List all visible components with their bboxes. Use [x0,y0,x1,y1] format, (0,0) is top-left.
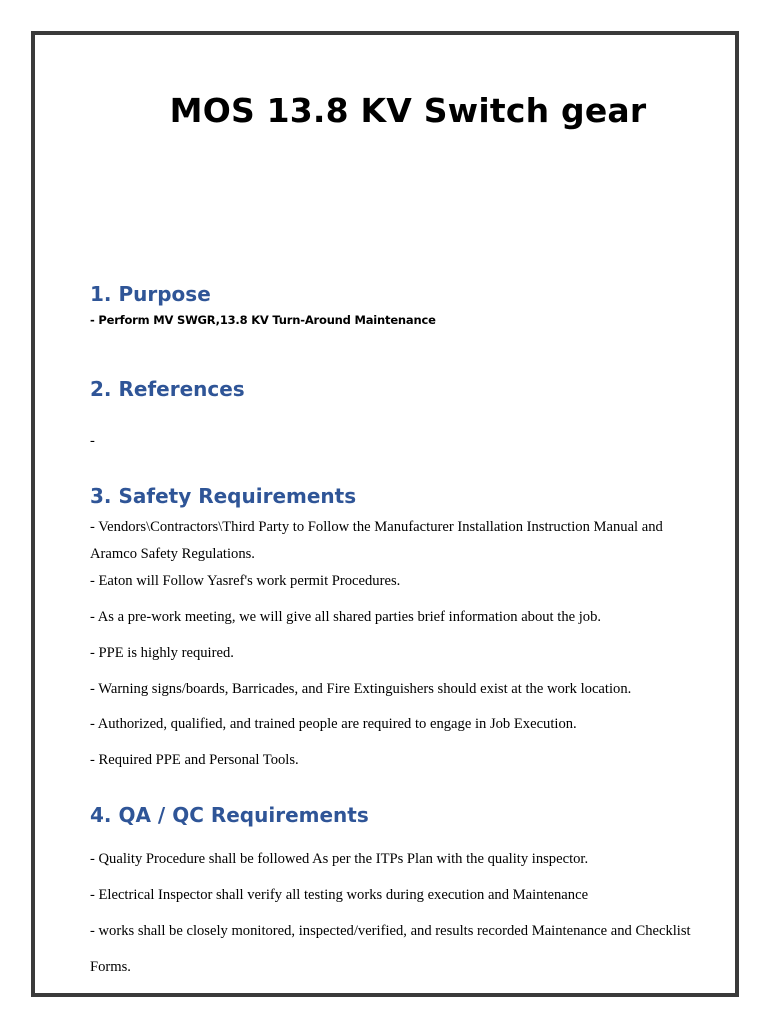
section-heading-references: 2. References [90,377,245,401]
safety-line: - Vendors\Contractors\Third Party to Follow the Manufacturer Installation Instruction Manual and [90,519,663,535]
safety-line: - Warning signs/boards, Barricades, and Fire Extinguishers should exist at the work location. [90,681,632,697]
document-title: MOS 13.8 KV Switch gear [169,91,647,130]
safety-line: - Authorized, qualified, and trained people are required to engage in Job Execution. [90,716,577,732]
section-heading-safety: 3. Safety Requirements [90,484,357,508]
document-page [31,31,739,997]
safety-line: - Eaton will Follow Yasref's work permit Procedures. [90,573,401,589]
safety-line: - As a pre-work meeting, we will give all shared parties brief information about the job. [90,609,602,625]
qa-qc-line: - works shall be closely monitored, inspected/verified, and results recorded Maintenance and Checklist [90,923,691,939]
safety-line: - PPE is highly required. [90,645,234,661]
qa-qc-line: Forms. [90,959,131,975]
purpose-text: - Perform MV SWGR,13.8 KV Turn-Around Maintenance [90,313,436,327]
safety-line: Aramco Safety Regulations. [90,546,255,562]
qa-qc-line: - Electrical Inspector shall verify all testing works during execution and Maintenance [90,887,589,903]
section-heading-purpose: 1. Purpose [90,282,211,306]
references-text: - [90,433,95,449]
section-heading-qa-qc: 4. QA / QC Requirements [90,803,369,827]
safety-line: - Required PPE and Personal Tools. [90,752,299,768]
qa-qc-line: - Quality Procedure shall be followed As per the ITPs Plan with the quality inspector. [90,851,589,867]
